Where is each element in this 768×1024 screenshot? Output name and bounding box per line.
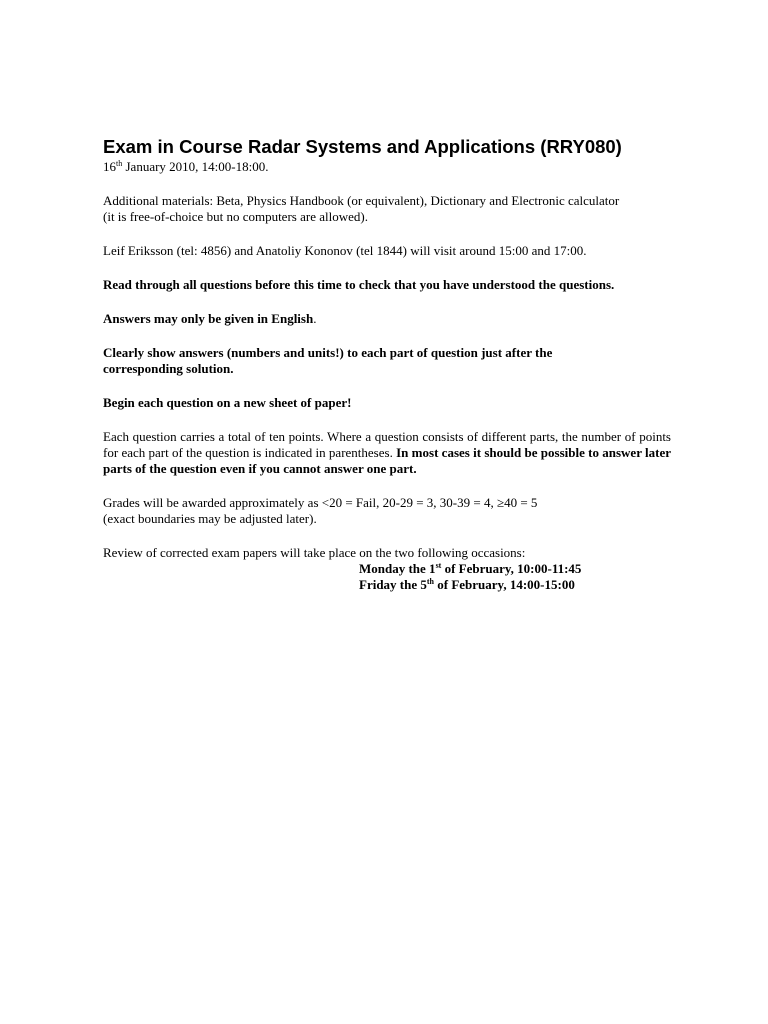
clearly-show-instruction [103, 345, 671, 377]
review-date-2-sup: th [426, 577, 435, 586]
clearly-show-line-1: Clearly show answers (numbers and units!) to each part of question just after the [103, 345, 553, 360]
review-date-1-pre: Monday the 1 [359, 561, 436, 576]
points-normal: Each question carries a total of ten points. Where a question consists of different parts, the number of points for each part of the question is indicated in parentheses. [103, 429, 671, 460]
visit-info: Leif Eriksson (tel: 4856) and Anatoliy Kononov (tel 1844) will visit around 15:00 and 17:00. [103, 243, 587, 258]
points-paragraph [103, 429, 671, 477]
review-dates [359, 561, 671, 593]
grades-line-2: (exact boundaries may be adjusted later). [103, 511, 317, 526]
materials-line-1: Additional materials: Beta, Physics Handbook (or equivalent), Dictionary and Electronic calculator [103, 193, 620, 208]
exam-document [103, 136, 671, 593]
review-date-2 [359, 577, 671, 593]
exam-title: Exam in Course Radar Systems and Applications (RRY080) [103, 136, 622, 157]
points-bold: In most cases it should be possible to answer later parts of the question even if you cannot answer one part. [103, 445, 671, 476]
date-rest: January 2010, 14:00-18:00. [122, 159, 269, 174]
english-instruction [103, 311, 671, 327]
review-date-2-post: of February, 14:00-15:00 [434, 577, 575, 592]
clearly-show-line-2: corresponding solution. [103, 361, 234, 376]
read-through-instruction: Read through all questions before this time to check that you have understood the questions. [103, 277, 615, 292]
english-instruction-bold: Answers may only be given in English [103, 311, 314, 326]
review-date-1-post: of February, 10:00-11:45 [441, 561, 582, 576]
date-day-suffix: th [116, 159, 123, 168]
review-date-1-sup: st [435, 561, 442, 570]
materials-line-2: (it is free-of-choice but no computers are allowed). [103, 209, 368, 224]
review-intro: Review of corrected exam papers will take place on the two following occasions: [103, 545, 526, 560]
grades-line-1: Grades will be awarded approximately as <20 = Fail, 20-29 = 3, 30-39 = 4, ≥40 = 5 [103, 495, 538, 510]
begin-instruction: Begin each question on a new sheet of paper! [103, 395, 352, 410]
additional-materials [103, 193, 671, 225]
grades-paragraph [103, 495, 671, 527]
exam-date [103, 159, 671, 175]
review-date-1 [359, 561, 671, 577]
english-instruction-tail: . [313, 311, 317, 326]
date-day: 16 [103, 159, 116, 174]
review-date-2-pre: Friday the 5 [359, 577, 427, 592]
